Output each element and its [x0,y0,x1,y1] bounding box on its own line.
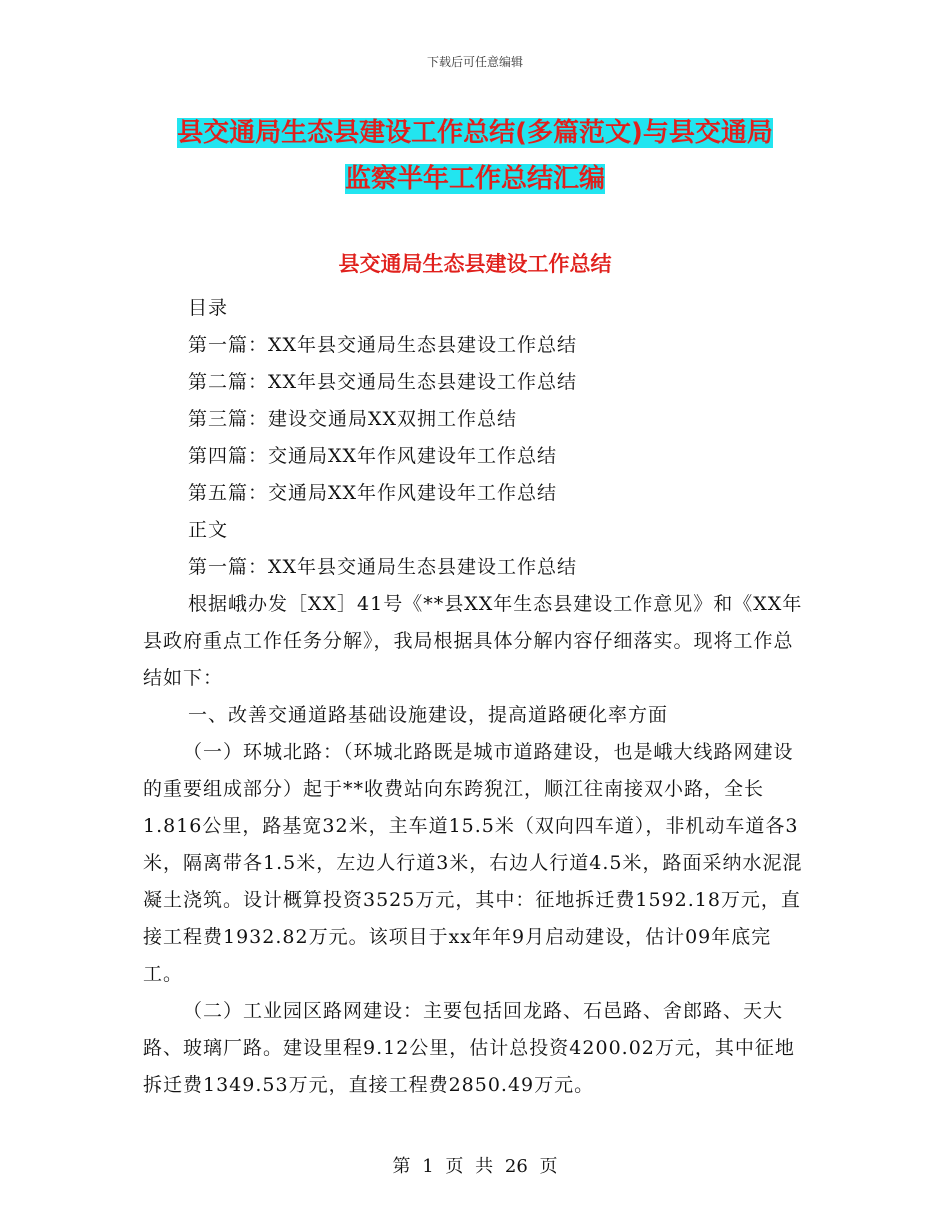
document-title-line1: 县交通局生态县建设工作总结(多篇范文)与县交通局 [177,118,773,148]
toc-item: 第二篇：XX年县交通局生态县建设工作总结 [188,371,578,393]
toc-item: 第三篇：建设交通局XX双拥工作总结 [188,408,518,430]
paragraph: 根据峨办发［XX］41号《**县XX年生态县建设工作意见》和《XX年县政府重点工作任务分解》，我局根据具体分解内容仔细落实。现将工作总结如下： [143,593,803,689]
paragraph: （二）工业园区路网建设：主要包括回龙路、石邑路、舍郎路、天大路、玻璃厂路。建设里程9.12公里，估计总投资4200.02万元，其中征地拆迁费1349.53万元，直接工程费2850.49万元。 [143,1000,795,1096]
toc-item: 第五篇：交通局XX年作风建设年工作总结 [188,482,558,504]
toc-item: 第一篇：XX年县交通局生态县建设工作总结 [188,334,578,356]
document-body [143,290,808,1104]
footer-suffix: 页 [539,1156,558,1177]
chapter-heading: 第一篇：XX年县交通局生态县建设工作总结 [188,556,578,578]
toc-item: 第四篇：交通局XX年作风建设年工作总结 [188,445,558,467]
document-title [140,110,810,202]
page-total: 26 [504,1156,528,1177]
footer-prefix: 第 [392,1156,411,1177]
toc-heading: 目录 [188,297,229,319]
document-title-line2: 监察半年工作总结汇编 [344,164,605,194]
body-heading: 正文 [188,519,229,541]
footer-middle: 页 [445,1156,464,1177]
footer-total-prefix: 共 [475,1156,494,1177]
header-note: 下载后可任意编辑 [426,55,523,69]
page-footer [0,1152,950,1178]
section-title: 县交通局生态县建设工作总结 [338,252,612,276]
paragraph: 一、改善交通道路基础设施建设，提高道路硬化率方面 [188,704,669,726]
page-number: 1 [422,1156,434,1177]
paragraph: （一）环城北路：（环城北路既是城市道路建设，也是峨大线路网建设的重要组成部分）起于**收费站向东跨猊江，顺江往南接双小路，全长1.816公里，路基宽32米，主车道15.5米（双向四车道），非机动车道各3米，隔离带各1.5米，左边人行道3米，右边人行道4.5米，路面采纳水泥混凝土浇筑。设计概算投资3525万元，其中：征地拆迁费1592.18万元，直接工程费1932.82万元。该项目于xx年年9月启动建设，估计09年底完工。 [143,741,803,985]
